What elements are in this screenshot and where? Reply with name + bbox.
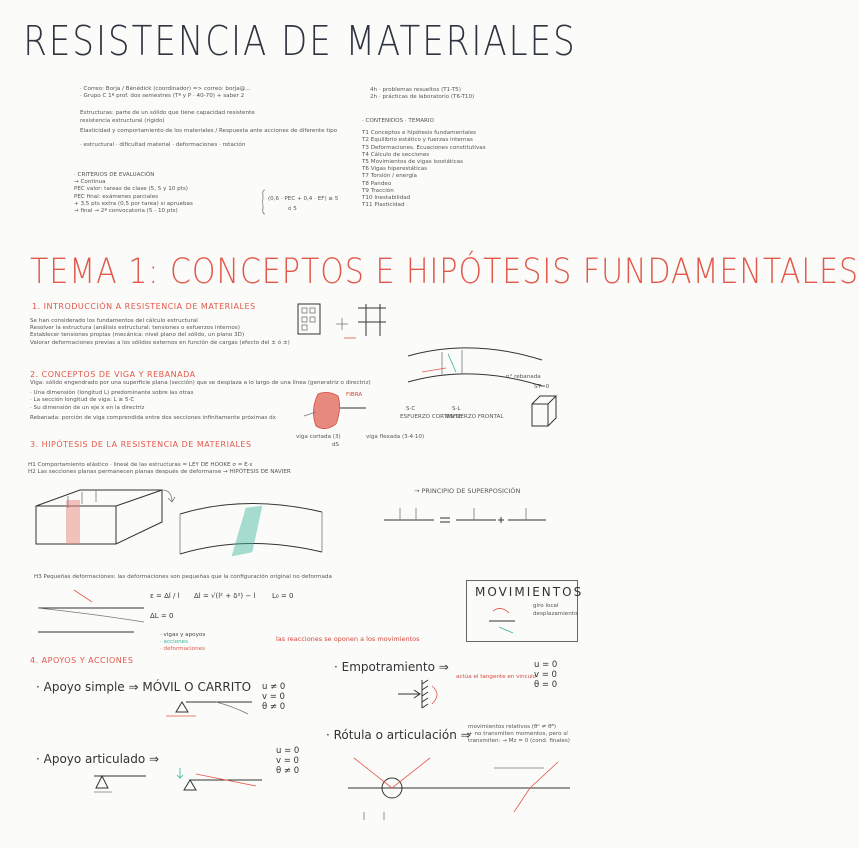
- apoyo-articulado-label: · Apoyo articulado ⇒: [36, 752, 160, 766]
- fibra-note-3: viga flexada (3·4·10): [366, 434, 425, 440]
- contenido-item: T8 Pandeo: [362, 180, 392, 187]
- sgc-label-2: S·L: [452, 406, 461, 412]
- fibra-note-1: viga cortada (3): [296, 434, 341, 440]
- formula-delta: Δl = √(l² + δ²) − l: [194, 592, 256, 600]
- criterio-line: PEC final: exámenes parciales: [74, 193, 159, 200]
- h3-line: H3 Pequeñas deformaciones: las deformaciones son pequeñas que la configuración original no deformada: [34, 574, 332, 580]
- movimientos-sketch-icon: [485, 601, 525, 637]
- eq-line: u = 0: [534, 660, 558, 670]
- contenido-item: T5 Movimientos de vigas isostáticas: [362, 159, 464, 166]
- contenido-item: T1 Conceptos e hipótesis fundamentales: [362, 130, 477, 137]
- brace-icon: [262, 190, 266, 214]
- cube-sketch-icon: [526, 392, 566, 432]
- intro-line: Elasticidad y comportamiento de los materiales / Respuesta ante acciones de diferente tipo: [80, 127, 338, 134]
- eq-line: θ ≠ 0: [262, 702, 286, 712]
- eq-line: v = 0: [276, 756, 299, 766]
- contenido-item: T6 Vigas hiperestáticas: [362, 166, 428, 173]
- apoyo-simple-sketch-icon: [156, 692, 256, 722]
- empotramiento-eq: [534, 660, 557, 690]
- empotramiento-label: · Empotramiento ⇒: [334, 660, 449, 674]
- intro-right: [370, 87, 474, 101]
- articulado-beam-sketch-icon: [90, 770, 150, 810]
- beam-block-sketch-icon: [30, 486, 170, 566]
- contenido-header: · CONTENIDOS · TEMARIO: [362, 118, 434, 124]
- sec2-line: · Su dimensión de un eje x en la directriz: [30, 404, 145, 411]
- intro-line: · Grupo C 1ª prof. dos semestres (Tª y P · 40-70) + saber 2: [80, 93, 245, 100]
- apoyo-articulado-eq: [276, 746, 299, 776]
- section-3-title: 3. HIPÓTESIS DE LA RESISTENCIA DE MATERIALES: [30, 440, 252, 449]
- contenido-item: T7 Torsión / energía: [362, 173, 417, 180]
- rotula-sketch-icon: [344, 752, 574, 828]
- contenido-item: T3 Deformaciones. Ecuaciones constitutivas: [362, 144, 486, 151]
- sec1-line: Resolver la estructura (análisis estructural: tensiones o esfuerzos internos): [30, 325, 240, 332]
- eq-line: θ = 0: [534, 680, 558, 690]
- criterio-formula: (0,6 · PEC + 0,4 · EF) ≥ 5: [268, 196, 339, 202]
- contenido-item: T9 Tracción: [362, 187, 394, 194]
- curve-arrow-icon: [160, 488, 176, 504]
- tema-title: TEMA 1: CONCEPTOS E HIPÓTESIS FUNDAMENTALES: [30, 252, 859, 293]
- page-title: RESISTENCIA DE MATERIALES: [23, 18, 577, 66]
- superposicion-sketch-icon: [380, 504, 550, 534]
- movimientos-title: MOVIMIENTOS: [475, 585, 584, 599]
- section-2-title: 2. CONCEPTOS DE VIGA Y REBANADA: [30, 370, 196, 379]
- apoyo-simple-label: · Apoyo simple ⇒ MÓVIL O CARRITO: [36, 680, 252, 694]
- rotula-label: · Rótula o articulación ⇒: [326, 728, 471, 742]
- section-1-title: 1. INTRODUCCIÓN A RESISTENCIA DE MATERIALES: [32, 302, 256, 311]
- sec2-line: · La sección longitud de viga: L ≥ 5·C: [30, 397, 135, 404]
- empotramiento-note: actúa el tangente en vinculo: [456, 674, 537, 680]
- movimientos-box: [466, 580, 584, 642]
- contenido-item: T4 Cálculo de secciones: [362, 151, 430, 158]
- rotula-note-line: + no transmiten momentos, pero sí: [468, 731, 568, 738]
- formula-strain: ε = Δl / l: [150, 592, 180, 600]
- intro-right-line: 4h · problemas resueltos (T1-T5): [370, 87, 461, 93]
- criterio-line: → final → 2ª convocatoria (5 - 10 pts): [74, 208, 178, 215]
- legend: [160, 632, 205, 654]
- sec2-line: Rebanada: porción de viga comprendida entre dos secciones infinitamente próximas dx: [30, 414, 276, 421]
- section-4-title: 4. APOYOS Y ACCIONES: [30, 656, 134, 665]
- criterio-line: → Continua: [74, 179, 106, 186]
- contenido-item: T11 Plasticidad: [362, 202, 405, 209]
- movimientos-item: desplazamiento: [533, 611, 578, 617]
- sec1-line: Se han considerado los fundamentos del cálculo estructural: [30, 318, 198, 324]
- building-sketch-icon: [296, 298, 386, 348]
- h3-beam-sketch-icon: [34, 584, 154, 640]
- articulado-sketch-icon: [176, 764, 266, 794]
- apoyo-simple-eq: [262, 682, 285, 712]
- superposicion-title: → PRINCIPIO DE SUPERPOSICIÓN: [414, 487, 521, 495]
- legend-deformaciones: · deformaciones: [160, 646, 205, 653]
- fibra-note-2: dS: [332, 442, 340, 448]
- fibra-sketch-icon: [300, 388, 380, 438]
- sgc-label-0: ST=0: [534, 384, 550, 390]
- sec3-line: H2 Las secciones planas permanecen planas después de deformarse → HIPÓTESIS DE NAVIER: [28, 469, 291, 476]
- contenido-item: T2 Equilibrio estático y fuerzas internas: [362, 137, 473, 144]
- intro-right-line: 2h · prácticas de laboratorio (T6-T10): [370, 94, 475, 101]
- reacciones-note: las reacciones se oponen a los movimientos: [276, 635, 420, 643]
- fibra-label: FIBRA: [346, 392, 363, 398]
- criterio-line: PEC valor: tareas de clase (5, 5 y 10 pts): [74, 186, 188, 193]
- legend-acciones: · acciones: [160, 639, 189, 646]
- formula-l0: L₀ = 0: [272, 592, 294, 600]
- intro-line: · Correo: Borja / Bénédick (coordinador) => correo: borja@...: [80, 86, 251, 92]
- sec2-line: · Una dimensión (longitud L) predominante sobre las otras: [30, 390, 194, 397]
- sgc-label-1: S·C: [406, 406, 416, 412]
- criterio-line: · CRITERIOS DE EVALUACIÓN: [74, 172, 155, 178]
- intro-line: Estructuras: parte de un sólido que tiene capacidad resistente: [80, 110, 255, 117]
- intro-line: resistencia estructural (rígido): [80, 117, 165, 124]
- sec2-line: Viga: sólido engendrado por una superficie plana (sección) que se desplaza a lo largo de una línea (generatriz o directriz): [30, 380, 371, 386]
- eq-line: u = 0: [276, 746, 300, 756]
- eq-line: v = 0: [262, 692, 285, 702]
- rotula-note: [468, 724, 570, 746]
- rotula-note-line: transmiten: → Mz = 0 (cond. finales): [468, 738, 570, 745]
- criterio-line: + 3,5 pts extra (0,5 por tarea) si apruebas: [74, 200, 193, 207]
- intro-line: · estructural · dificultad material · deformaciones · rotación: [80, 142, 246, 149]
- section-3-text: [28, 462, 291, 476]
- deformed-beam-sketch-icon: [176, 494, 326, 574]
- sgc-sub-2: ESFUERZO FRONTAL: [446, 414, 504, 420]
- eq-line: u ≠ 0: [262, 682, 286, 692]
- sgc-sub-1: ESFUERZO CORTANTE: [400, 414, 462, 420]
- contenidos-block: [362, 118, 486, 209]
- eq-line: v = 0: [534, 670, 557, 680]
- empotramiento-sketch-icon: [392, 676, 452, 712]
- movimientos-item: giro local: [533, 603, 559, 609]
- intro-left: [80, 86, 337, 149]
- contenido-item: T10 Inestabilidad: [362, 195, 411, 202]
- rebanada-label: n° rebanada: [506, 374, 541, 380]
- criterio-formula-alt: ó 5: [288, 206, 297, 212]
- eq-line: θ ≠ 0: [276, 766, 300, 776]
- criterios-block: [74, 172, 193, 215]
- sec1-line: Establecer tensiones propias (mecánica: nivel plano del sólido, un plano 3D): [30, 332, 245, 339]
- section-1-text: [30, 318, 290, 347]
- sec1-line: Valorar deformaciones previas a los sólidos externos en función de cargas (efecto del ± ó ±): [30, 339, 290, 346]
- formula-dl: ΔL = 0: [150, 612, 174, 620]
- rotula-note-line: movimientos relativos (θᴬ ≠ θᴮ): [468, 724, 557, 730]
- sec3-line: H1 Comportamiento elástico · lineal de las estructuras = LEY DE HOOKE σ = E·ε: [28, 462, 253, 468]
- legend-vigas: · vigas y apoyos: [160, 632, 206, 638]
